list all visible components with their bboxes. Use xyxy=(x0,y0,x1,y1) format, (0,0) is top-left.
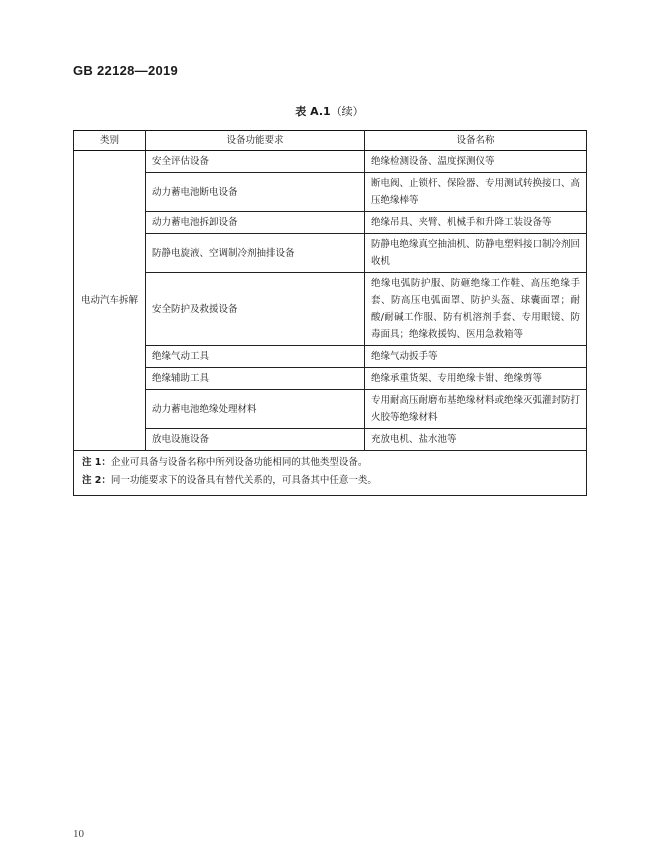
equipment-cell: 绝缘检测设备、温度探测仪等 xyxy=(365,151,587,173)
note-1-label: 注 1： xyxy=(82,457,111,468)
note-2 xyxy=(82,472,578,490)
category-cell: 电动汽车拆解 xyxy=(74,151,146,451)
table-row xyxy=(74,429,587,451)
table-row xyxy=(74,390,587,429)
notes-cell xyxy=(74,451,587,496)
table-title-suffix: （续） xyxy=(330,105,364,118)
requirement-cell: 动力蓄电池断电设备 xyxy=(146,173,365,212)
column-header-equipment: 设备名称 xyxy=(365,131,587,151)
table-row xyxy=(74,273,587,346)
requirement-cell: 绝缘气动工具 xyxy=(146,346,365,368)
notes-row xyxy=(74,451,587,496)
equipment-cell: 专用耐高压耐磨布基绝缘材料或绝缘灭弧灌封防打火胶等绝缘材料 xyxy=(365,390,587,429)
equipment-table xyxy=(73,130,587,496)
column-header-requirement: 设备功能要求 xyxy=(146,131,365,151)
requirement-cell: 动力蓄电池拆卸设备 xyxy=(146,212,365,234)
requirement-cell: 动力蓄电池绝缘处理材料 xyxy=(146,390,365,429)
requirement-cell: 防静电旋液、空调制冷剂抽排设备 xyxy=(146,234,365,273)
requirement-cell: 放电设施设备 xyxy=(146,429,365,451)
page-number: 10 xyxy=(73,828,84,840)
equipment-cell: 绝缘电弧防护服、防砸绝缘工作鞋、高压绝缘手套、防高压电弧面罩、防护头盔、球囊面罩；耐酸/耐碱工作服、防有机溶剂手套、专用眼镜、防毒面具；绝缘救援钩、医用急救箱等 xyxy=(365,273,587,346)
standard-code: GB 22128—2019 xyxy=(73,63,179,78)
equipment-cell: 充放电机、盐水池等 xyxy=(365,429,587,451)
note-1 xyxy=(82,454,578,472)
equipment-cell: 绝缘吊具、夹臂、机械手和升降工装设备等 xyxy=(365,212,587,234)
equipment-cell: 绝缘承重货架、专用绝缘卡钳、绝缘剪等 xyxy=(365,368,587,390)
table-header-row xyxy=(74,131,587,151)
note-2-label: 注 2： xyxy=(82,475,111,486)
table-title xyxy=(0,103,659,119)
requirement-cell: 绝缘辅助工具 xyxy=(146,368,365,390)
requirement-cell: 安全评估设备 xyxy=(146,151,365,173)
table-title-label: 表 A.1 xyxy=(295,105,331,118)
note-2-text: 同一功能要求下的设备具有替代关系的，可具备其中任意一类。 xyxy=(110,475,377,486)
equipment-cell: 断电阀、止锁杆、保险器、专用测试转换接口、高压绝缘棒等 xyxy=(365,173,587,212)
table-row xyxy=(74,212,587,234)
equipment-cell: 绝缘气动扳手等 xyxy=(365,346,587,368)
table-row xyxy=(74,151,587,173)
column-header-category: 类别 xyxy=(74,131,146,151)
note-1-text: 企业可具备与设备名称中所列设备功能相同的其他类型设备。 xyxy=(110,457,368,468)
table-row xyxy=(74,346,587,368)
equipment-cell: 防静电绝缘真空抽油机、防静电塑料接口制冷剂回收机 xyxy=(365,234,587,273)
table-row xyxy=(74,234,587,273)
table-row xyxy=(74,173,587,212)
table-row xyxy=(74,368,587,390)
requirement-cell: 安全防护及救援设备 xyxy=(146,273,365,346)
